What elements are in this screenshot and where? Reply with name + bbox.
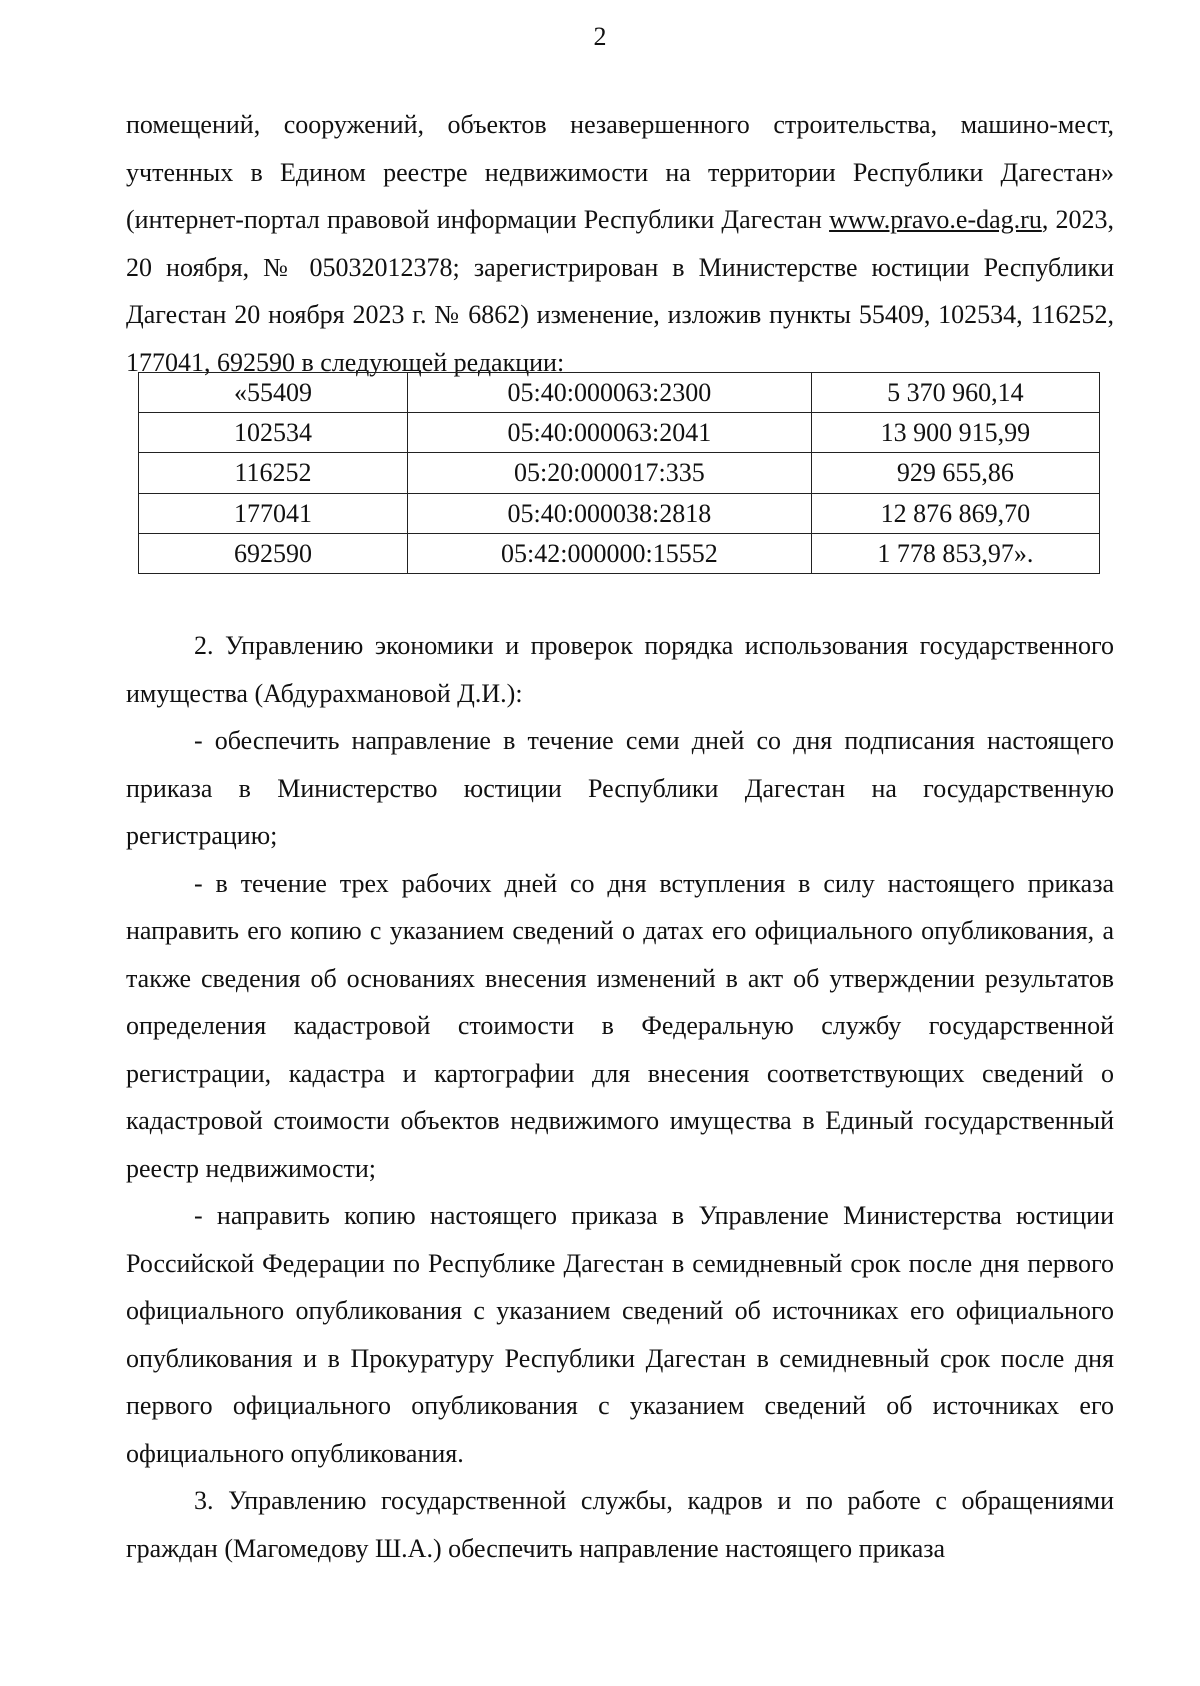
cadastral-number-cell: 05:40:000063:2041 xyxy=(408,413,812,453)
item-number-cell: 116252 xyxy=(139,453,408,493)
cadastral-value-cell: 13 900 915,99 xyxy=(811,413,1099,453)
cadastral-number-cell: 05:42:000000:15552 xyxy=(408,533,812,573)
table-row xyxy=(139,373,1100,413)
cadastral-value-cell: 1 778 853,97». xyxy=(811,533,1099,573)
cadastral-value-cell: 5 370 960,14 xyxy=(811,373,1099,413)
cadastral-value-cell: 929 655,86 xyxy=(811,453,1099,493)
intro-block xyxy=(126,101,1114,386)
item-number-cell: 692590 xyxy=(139,533,408,573)
table-row xyxy=(139,413,1100,453)
cadastral-number-cell: 05:20:000017:335 xyxy=(408,453,812,493)
page-number: 2 xyxy=(593,22,607,51)
paragraph-2-item-3: - направить копию настоящего приказа в Управление Министерства юстиции Российской Федерации по Республике Дагестан в семидневный срок после дня первого официального опубликования с указанием сведений об источниках его официального опубликования и в Прокуратуру Республики Дагестан в семидневный срок после дня первого официального опубликования с указанием сведений об источниках его официального опубликования. xyxy=(126,1201,1114,1468)
intro-text-start: помещений, сооружений, объектов незавершенного строительства, машино-мест, учтенных в Едином реестре недвижимости на территории Республики Дагестан» (интернет-портал правовой информации Республики Дагестан xyxy=(126,110,1114,234)
item-number-cell: «55409 xyxy=(139,373,408,413)
paragraph-2: 2. Управлению экономики и проверок порядка использования государственного имущества (Абдурахмановой Д.И.): xyxy=(126,631,1114,708)
cadastral-number-cell: 05:40:000063:2300 xyxy=(408,373,812,413)
table-row xyxy=(139,453,1100,493)
paragraph-3: 3. Управлению государственной службы, кадров и по работе с обращениями граждан (Магомедову Ш.А.) обеспечить направление настоящего приказа xyxy=(126,1486,1114,1563)
pravo-link[interactable]: www.pravo.e-dag.ru xyxy=(829,205,1042,234)
item-number-cell: 102534 xyxy=(139,413,408,453)
cadastral-value-table xyxy=(138,372,1100,574)
body-block xyxy=(126,622,1114,1572)
paragraph-2-item-1: - обеспечить направление в течение семи дней со дня подписания настоящего приказа в Министерство юстиции Республики Дагестан на государственную регистрацию; xyxy=(126,726,1114,850)
paragraph-2-item-2: - в течение трех рабочих дней со дня вступления в силу настоящего приказа направить его копию с указанием сведений о датах его официального опубликования, а также сведения об основаниях внесения изменений в акт об утверждении результатов определения кадастровой стоимости в Федеральную службу государственной регистрации, кадастра и картографии для внесения соответствующих сведений о кадастровой стоимости объектов недвижимого имущества в Единый государственный реестр недвижимости; xyxy=(126,868,1114,1183)
intro-text-end: , 2023, 20 ноября, № 05032012378; зарегистрирован в Министерстве юстиции Республики Дагестан 20 ноября 2023 г. № 6862) изменение, изложив пункты 55409, 102534, 116252, 177041, 692590 в следующей редакции: xyxy=(126,205,1115,377)
table-row xyxy=(139,533,1100,573)
cadastral-number-cell: 05:40:000038:2818 xyxy=(408,493,812,533)
table-row xyxy=(139,493,1100,533)
cadastral-value-cell: 12 876 869,70 xyxy=(811,493,1099,533)
intro-paragraph xyxy=(126,101,1114,386)
item-number-cell: 177041 xyxy=(139,493,408,533)
